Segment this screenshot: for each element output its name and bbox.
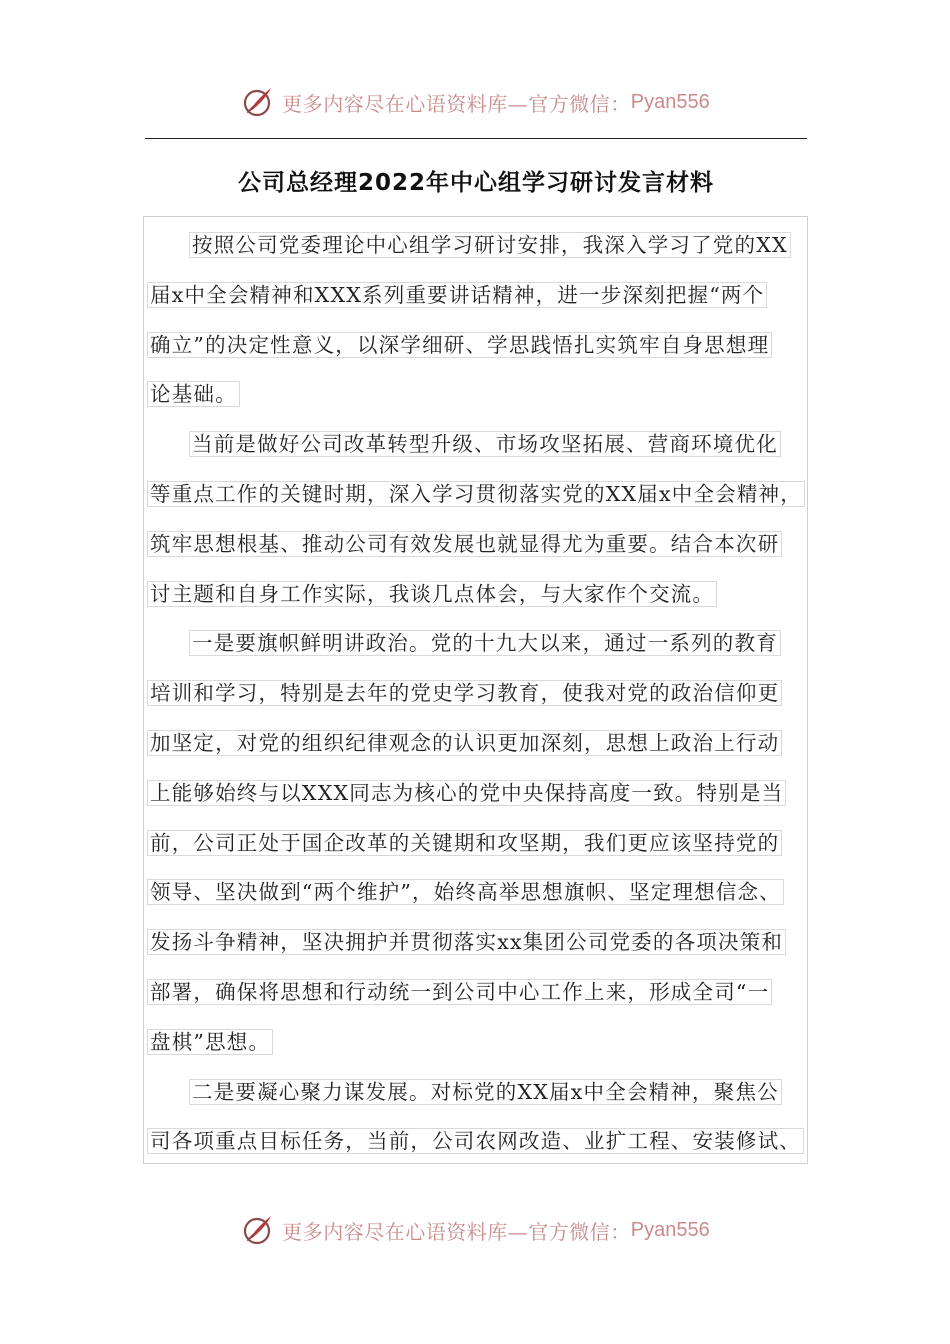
text-line: 盘棋”思想。 [147,1021,807,1071]
banner-wechat-handle: Pyan556 [630,1218,710,1241]
text-line: 部署，确保将思想和行动统一到公司中心工作上来，形成全司“一 [147,971,807,1021]
banner-wechat-handle: Pyan556 [630,90,710,113]
document-title: 公司总经理2022年中心组学习研讨发言材料 [237,170,714,196]
text-line: 领导、坚决做到“两个维护”，始终高举思想旗帜、坚定理想信念、 [147,871,807,921]
header-banner [0,80,950,124]
quill-logo-icon [240,1212,276,1248]
text-line: 当前是做好公司改革转型升级、市场攻坚拓展、营商环境优化 [147,423,807,473]
text-line: 一是要旗帜鲜明讲政治。党的十九大以来，通过一系列的教育 [147,622,807,672]
text-line: 加坚定，对党的组织纪律观念的认识更加深刻，思想上政治上行动 [147,722,807,772]
header-divider [145,138,807,139]
text-line: 司各项重点目标任务，当前，公司农网改造、业扩工程、安装修试、 [147,1120,807,1170]
text-line: 前，公司正处于国企改革的关键期和攻坚期，我们更应该坚持党的 [147,822,807,872]
text-line: 培训和学习，特别是去年的党史学习教育，使我对党的政治信仰更 [147,672,807,722]
text-line: 筑牢思想根基、推动公司有效发展也就显得尤为重要。结合本次研 [147,523,807,573]
footer-banner [0,1208,950,1252]
banner-text: 更多内容尽在心语资料库—官方微信： [282,1219,631,1244]
text-line: 发扬斗争精神，坚决拥护并贯彻落实xx集团公司党委的各项决策和 [147,921,807,971]
text-line: 届x中全会精神和XXX系列重要讲话精神，进一步深刻把握“两个 [147,274,807,324]
text-line: 按照公司党委理论中心组学习研讨安排，我深入学习了党的XX [147,224,807,274]
text-line: 论基础。 [147,373,807,423]
text-line: 等重点工作的关键时期，深入学习贯彻落实党的XX届x中全会精神， [147,473,807,523]
text-line: 确立”的决定性意义，以深学细研、学思践悟扎实筑牢自身思想理 [147,324,807,374]
banner-text: 更多内容尽在心语资料库—官方微信： [282,91,631,116]
document-body [147,224,807,1170]
quill-logo-icon [240,84,276,120]
text-line: 上能够始终与以XXX同志为核心的党中央保持高度一致。特别是当 [147,772,807,822]
text-line: 讨主题和自身工作实际，我谈几点体会，与大家作个交流。 [147,573,807,623]
text-line: 二是要凝心聚力谋发展。对标党的XX届x中全会精神，聚焦公 [147,1071,807,1121]
